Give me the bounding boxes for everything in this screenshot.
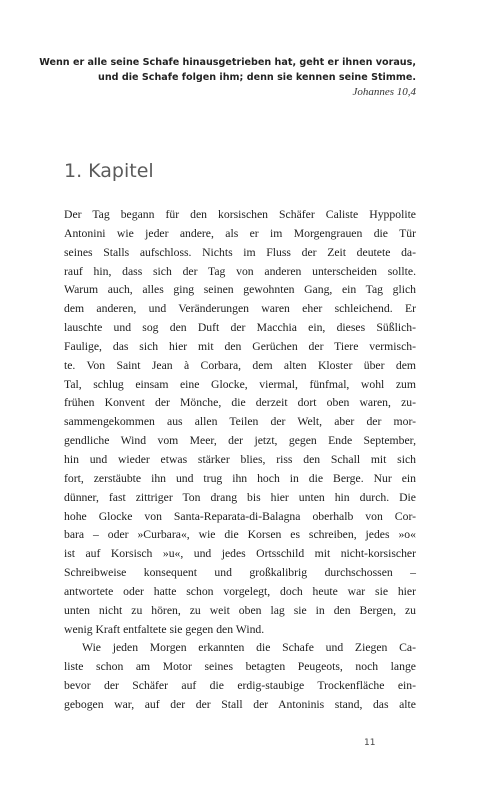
- text-line: dünner, fast zittriger Ton drang bis hier unten hin durch. Die: [64, 490, 416, 504]
- epigraph-line: und die Schafe folgen ihm; denn sie kennen seine Stimme.: [98, 72, 416, 83]
- text-line: te. Von Saint Jean à Corbara, dem alten Kloster über dem: [64, 358, 416, 372]
- text-line: seines Stalls aufschloss. Nichts im Fluss der Zeit deutete da-: [64, 245, 416, 259]
- text-line: gendliche Wind vom Meer, der jetzt, gegen Ende September,: [64, 434, 416, 448]
- text-line: wenig Kraft entfaltete sie gegen den Wind.: [64, 622, 265, 636]
- text-line: liste schon am Motor seines betagten Peugeots, noch lange: [64, 660, 416, 674]
- text-line: Schreibweise konsequent und großkalibrig durchschossen –: [64, 566, 416, 580]
- paragraph: [64, 206, 416, 639]
- text-line: hin und wieder etwas stärker blies, riss den Schall mit sich: [64, 452, 416, 466]
- chapter-title: 1. Kapitel: [64, 160, 154, 182]
- text-line: Antonini wie jeder andere, als er im Morgengrauen die Tür: [64, 226, 416, 240]
- epigraph-reference: Johannes 10,4: [352, 86, 416, 98]
- text-line: unten nicht zu hören, zu weit oben lag sie in den Bergen, zu: [64, 603, 416, 617]
- text-line: Der Tag begann für den korsischen Schäfer Caliste Hyppolite: [64, 208, 416, 221]
- text-line: gebogen war, auf der der Stall der Antoninis stand, das alte: [64, 697, 416, 711]
- text-line: ist auf Korsisch »u«, und jedes Ortsschild mit nicht-korsischer: [64, 547, 416, 561]
- text-line: bara – oder »Curbara«, wie die Korsen es schreiben, jedes »o«: [64, 528, 416, 542]
- text-line: hohe Glocke von Santa-Reparata-di-Balagna oberhalb von Cor-: [64, 509, 416, 523]
- text-line: fort, zerstäubte ihn und trug ihn hoch in die Berge. Nur ein: [64, 471, 416, 485]
- text-line: antwortete oder hatte schon vorgelegt, doch heute war sie hier: [64, 584, 416, 598]
- page-number: 11: [364, 738, 376, 748]
- text-line: Warum auch, alles ging seinen gewohnten Gang, ein Tag glich: [64, 283, 416, 297]
- body-text: [64, 206, 416, 715]
- paragraph: [64, 639, 416, 714]
- text-line: frühen Konvent der Mönche, die derzeit dort oben waren, zu-: [64, 396, 416, 410]
- epigraph-line: Wenn er alle seine Schafe hinausgetrieben hat, geht er ihnen voraus,: [39, 57, 416, 68]
- text-line: Faulige, das sich hier mit den Gerüchen der Tiere vermisch-: [64, 339, 416, 353]
- text-line: bevor der Schäfer auf die erdig-staubige Trockenfläche ein-: [64, 679, 416, 693]
- text-line: Wie jeden Morgen erkannten die Schafe und Ziegen Ca-: [82, 641, 416, 655]
- text-line: dem anderen, und Veränderungen waren eher schleichend. Er: [64, 302, 416, 316]
- text-line: lauschte und sog den Duft der Macchia ein, dieses Süßlich-: [64, 321, 416, 335]
- epigraph: [36, 55, 416, 100]
- text-line: rauf hin, dass sich der Tag von anderen unterscheiden sollte.: [64, 264, 416, 278]
- text-line: sammengekommen aus allen Teilen der Welt, aber der mor-: [64, 415, 416, 429]
- text-line: Tal, schlug einsam eine Glocke, viermal, fünfmal, wohl zum: [64, 377, 416, 391]
